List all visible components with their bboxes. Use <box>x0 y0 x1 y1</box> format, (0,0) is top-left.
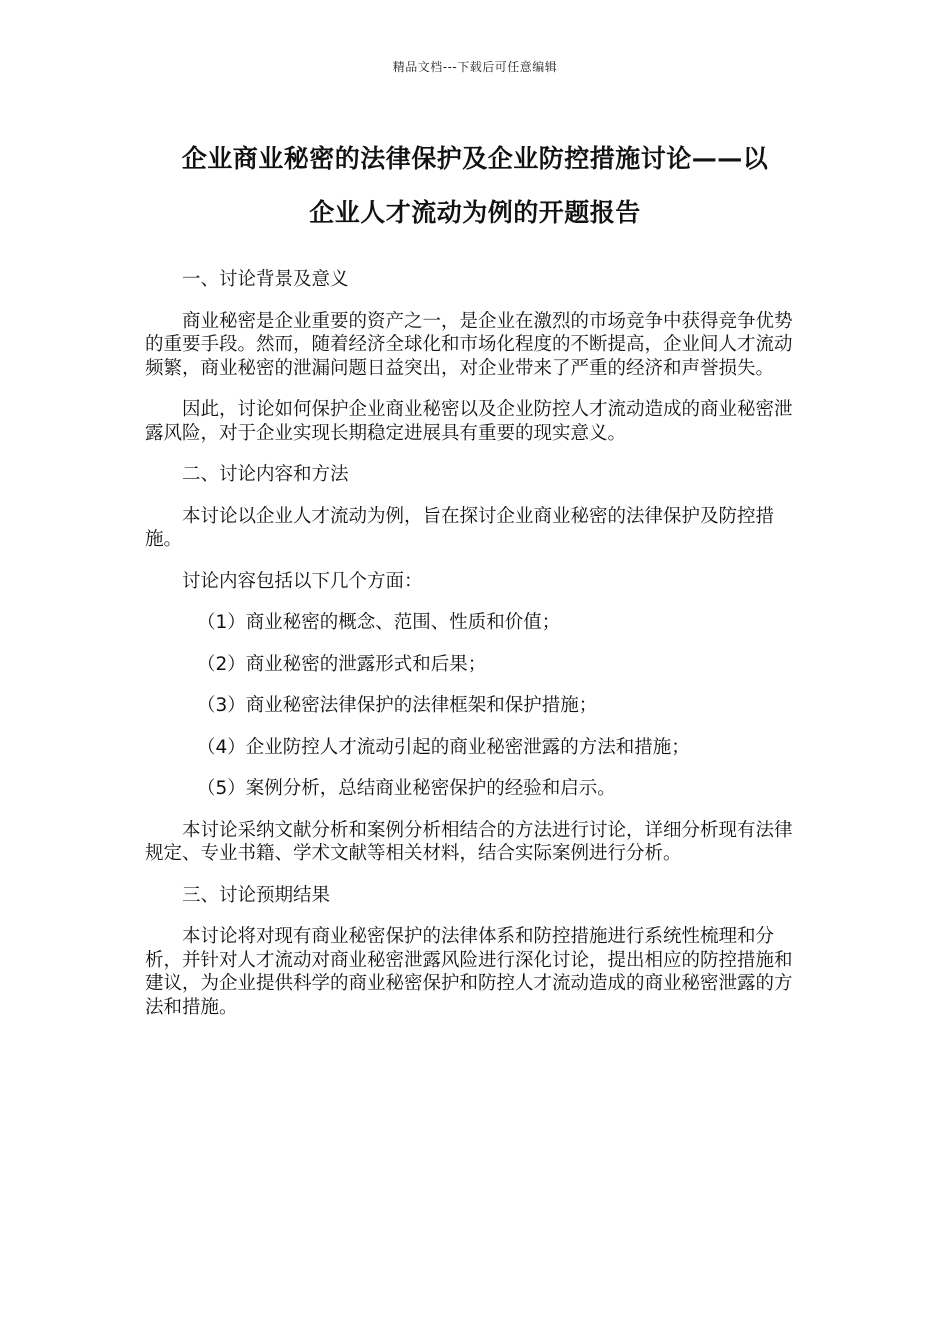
document-body <box>145 268 795 1037</box>
list-item: （1）商业秘密的概念、范围、性质和价值； <box>197 612 561 633</box>
paragraph: 因此，讨论如何保护企业商业秘密以及企业防控人才流动造成的商业秘密泄露风险，对于企业实现长期稳定进展具有重要的现实意义。 <box>145 399 793 444</box>
document-title <box>140 132 810 240</box>
paragraph: 讨论内容包括以下几个方面： <box>182 570 423 592</box>
section-heading-content-method: 二、讨论内容和方法 <box>182 464 349 485</box>
header-note: 精品文档---下载后可任意编辑 <box>392 60 558 74</box>
list-item: （5）案例分析，总结商业秘密保护的经验和启示。 <box>197 778 616 799</box>
paragraph: 本讨论以企业人才流动为例，旨在探讨企业商业秘密的法律保护及防控措施。 <box>145 505 775 550</box>
list-item: （2）商业秘密的泄露形式和后果； <box>197 653 487 675</box>
paragraph: 本讨论采纳文献分析和案例分析相结合的方法进行讨论，详细分析现有法律规定、专业书籍、学术文献等相关材料，结合实际案例进行分析。 <box>145 819 793 864</box>
section-heading-expected-results: 三、讨论预期结果 <box>182 884 331 906</box>
section-heading-background: 一、讨论背景及意义 <box>182 269 349 290</box>
title-line-1: 企业商业秘密的法律保护及企业防控措施讨论——以 <box>181 144 769 173</box>
list-item: （4）企业防控人才流动引起的商业秘密泄露的方法和措施； <box>197 736 690 758</box>
paragraph: 本讨论将对现有商业秘密保护的法律体系和防控措施进行系统性梳理和分析，并针对人才流动对商业秘密泄露风险进行深化讨论，提出相应的防控措施和建议，为企业提供科学的商业秘密保护和防控人才流动造成的商业秘密泄露的方法和措施。 <box>145 926 793 1018</box>
title-line-2: 企业人才流动为例的开题报告 <box>309 198 641 227</box>
paragraph: 商业秘密是企业重要的资产之一，是企业在激烈的市场竞争中获得竞争优势的重要手段。然而，随着经济全球化和市场化程度的不断提高，企业间人才流动频繁，商业秘密的泄漏问题日益突出，对企业带来了严重的经济和声誉损失。 <box>145 310 793 379</box>
list-item: （3）商业秘密法律保护的法律框架和保护措施； <box>197 695 598 716</box>
